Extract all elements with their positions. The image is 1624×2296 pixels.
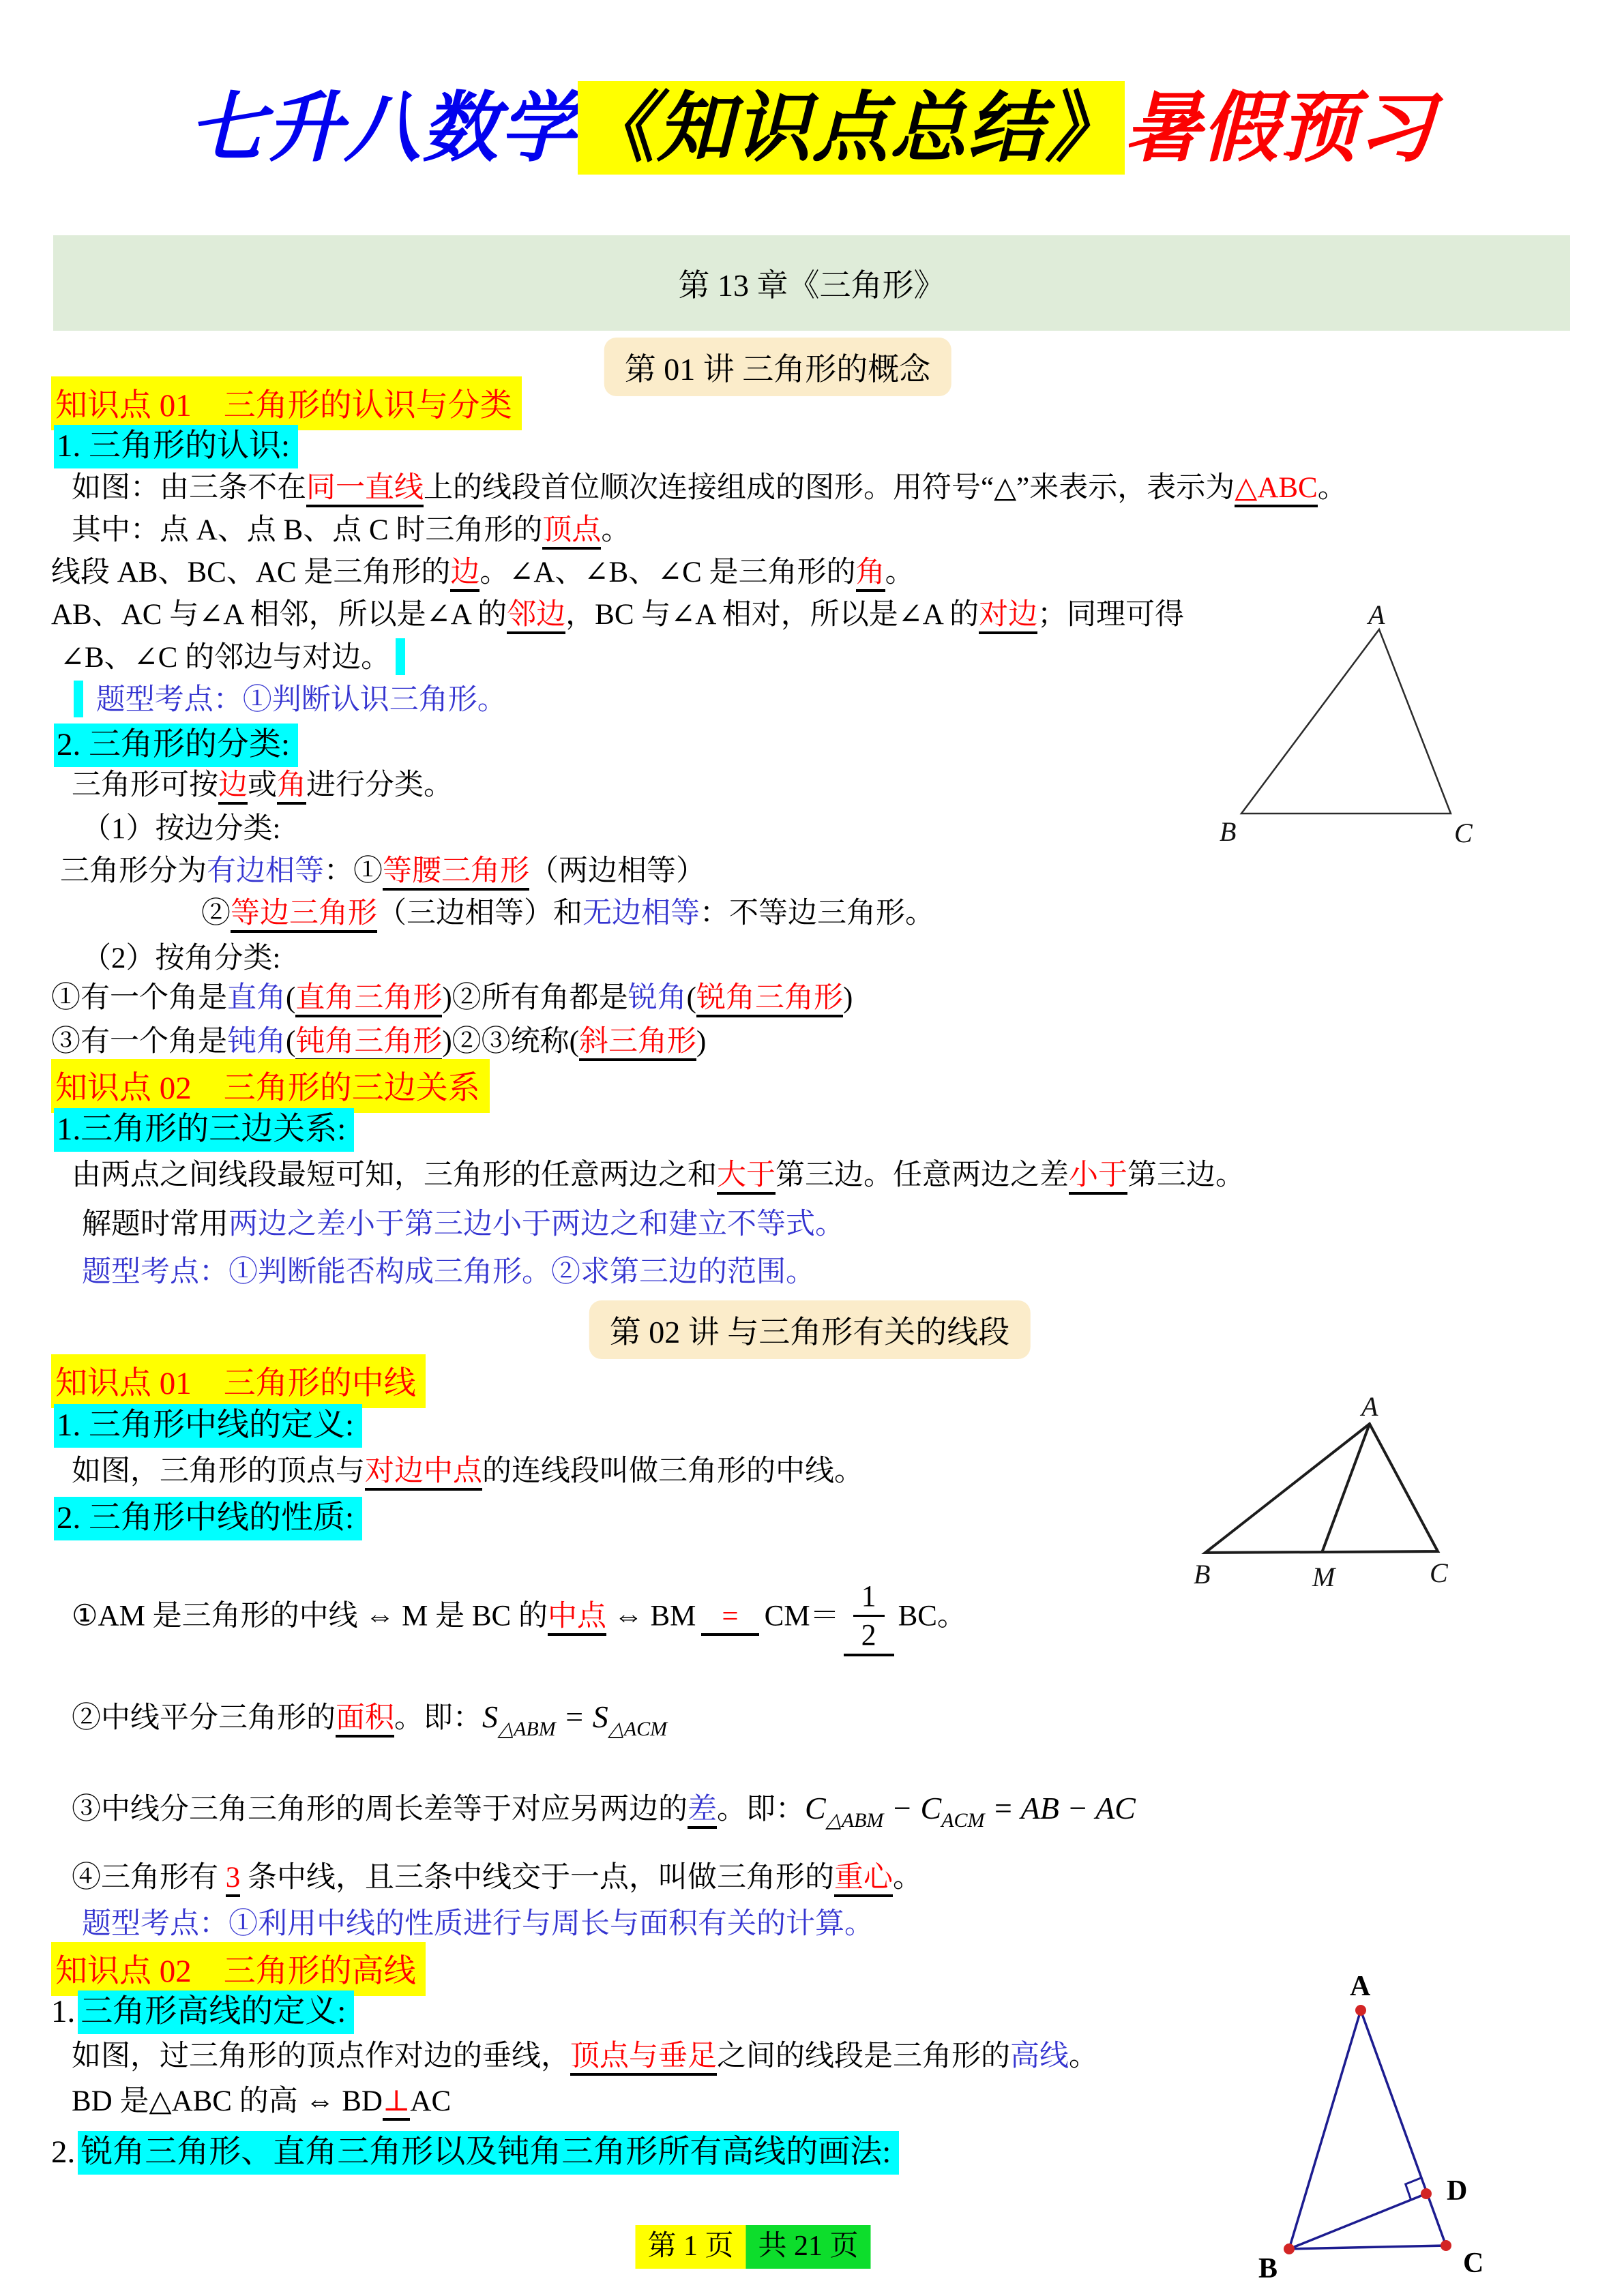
sub-heading-label: 三角形高线的定义:	[78, 1991, 354, 2034]
text-segment: 有边相等	[207, 855, 324, 887]
text-line	[72, 2038, 1098, 2076]
text-segment: 线段 AB、BC、AC 是三角形的	[51, 556, 451, 588]
text-line	[72, 469, 1347, 507]
doc-title	[0, 67, 1624, 177]
text-segment: ：不等边三角形。	[700, 897, 934, 929]
text-segment: ②	[201, 897, 231, 929]
topic-heading-1: 知识点 01 三角形的认识与分类	[51, 376, 522, 430]
text-segment: 由两点之间线段最短可知，三角形的任意两边之和	[72, 1159, 717, 1191]
text-line	[68, 681, 507, 719]
sub-heading-prefix: 1.	[51, 1994, 76, 2029]
formula-line-1	[72, 1581, 966, 1656]
text-segment: 。即：	[394, 1702, 482, 1734]
text-segment: 中点	[548, 1600, 606, 1636]
lecture-1-box: 第 01 讲 三角形的概念	[604, 338, 951, 396]
vertex-label-b: B	[1194, 1559, 1211, 1590]
text-segment: 角	[856, 556, 885, 592]
title-part-blue: 七升八数学	[188, 85, 578, 170]
text-segment: 3	[226, 1862, 241, 1897]
vertex-dot-c	[1441, 2240, 1451, 2251]
text-segment: 题型考点：①利用中线的性质进行与周长与面积有关的计算。	[82, 1908, 874, 1940]
vertex-label-c: C	[1463, 2248, 1484, 2279]
text-segment: 。	[601, 514, 631, 546]
title-part-highlight: 《知识点总结》	[578, 81, 1125, 175]
triangle-figure-1	[1207, 597, 1494, 850]
text-segment: 。	[1069, 2040, 1098, 2072]
text-segment: 面积	[336, 1702, 394, 1738]
text-segment: ，BC 与∠A 相对，所以是∠A 的	[565, 599, 979, 631]
text-segment: 第三边。任意两边之差	[776, 1159, 1069, 1191]
text-segment: 如图，过三角形的顶点作对边的垂线，	[72, 2040, 570, 2072]
text-segment: (	[286, 982, 296, 1014]
text-segment: 大于	[717, 1159, 776, 1195]
text-line	[82, 1253, 815, 1292]
text-segment: 进行分类。	[306, 769, 453, 801]
triangle-outline	[1289, 2010, 1446, 2249]
text-line	[51, 554, 915, 592]
page-number-total: 共 21 页	[746, 2225, 871, 2269]
text-segment: =	[555, 1699, 593, 1734]
sub-heading-label: 1. 三角形中线的定义:	[54, 1404, 362, 1448]
text-segment: C	[920, 1791, 942, 1825]
text-segment: ①有一个角是	[51, 982, 227, 1014]
text-segment: 小于	[1069, 1159, 1127, 1195]
text-line	[72, 2083, 451, 2121]
text-line	[201, 895, 934, 933]
sub-heading-label: 2. 三角形中线的性质:	[54, 1497, 362, 1540]
text-segment: 锐角	[628, 982, 687, 1014]
text-segment: 的连线段叫做三角形的中线。	[482, 1455, 863, 1487]
text-segment: BC。	[898, 1600, 966, 1632]
text-segment: 上的线段首位顺次连接组成的图形。用符号“△”来表示，表示为	[424, 472, 1235, 504]
sub-heading-label: 1.三角形的三边关系:	[54, 1108, 354, 1152]
sub-heading-label: 2. 三角形的分类:	[54, 724, 298, 767]
text-segment: 或	[248, 769, 277, 801]
vertex-dot-b	[1284, 2243, 1295, 2254]
text-segment: −	[883, 1791, 921, 1825]
triangle-outline	[1241, 629, 1451, 814]
vertex-label-a: A	[1350, 1971, 1371, 2002]
text-segment: 等腰三角形	[383, 855, 529, 891]
text-segment: 。∠A、∠B、∠C 是三角形的	[479, 556, 856, 588]
text-segment: AB、AC 与∠A 相邻，所以是∠A 的	[51, 599, 507, 631]
text-segment: AC	[410, 2085, 452, 2117]
text-segment: ；同理可得	[1037, 599, 1185, 631]
text-segment: =	[701, 1600, 758, 1636]
sub-heading-3	[51, 1103, 354, 1149]
foot-label-d: D	[1447, 2175, 1468, 2207]
triangle-outline	[1205, 1424, 1438, 1553]
text-segment: 锐角三角形	[696, 982, 843, 1017]
text-segment: C	[805, 1791, 826, 1825]
text-segment: （两边相等）	[529, 855, 705, 887]
vertex-label-a: A	[1361, 1391, 1378, 1422]
text-segment: 边	[450, 556, 479, 592]
text-segment: BM	[650, 1600, 696, 1632]
text-segment: ∠B、∠C 的邻边与对边。	[60, 642, 391, 674]
text-line	[72, 1452, 863, 1491]
text-segment: 题型考点：①判断认识三角形。	[89, 684, 507, 716]
vertex-dot-a	[1355, 2005, 1366, 2016]
text-line	[72, 766, 453, 805]
vertex-label-c: C	[1454, 818, 1473, 848]
text-segment: ⇔	[606, 1600, 651, 1632]
text-segment: 如图，三角形的顶点与	[72, 1455, 365, 1487]
text-line	[82, 1206, 844, 1244]
formula-line-2	[72, 1697, 667, 1742]
text-segment: )②③统称(	[442, 1026, 579, 1058]
text-segment: 题型考点：①判断能否构成三角形。②求第三边的范围。	[82, 1256, 815, 1288]
sub-heading-6	[51, 1986, 354, 2031]
text-segment: 无边相等	[582, 897, 700, 929]
vertex-label-b: B	[1220, 816, 1237, 847]
page-number-current: 第 1 页	[635, 2225, 745, 2269]
sub-heading-4	[51, 1399, 362, 1445]
text-line	[51, 596, 1184, 634]
text-segment: （2）按角分类:	[82, 942, 281, 974]
text-segment: S	[482, 1699, 498, 1734]
cyan-highlight-bar	[74, 681, 83, 717]
text-segment: 差	[688, 1793, 717, 1829]
text-segment: BD 是△ABC 的高 ⇔ BD	[72, 2085, 383, 2117]
text-segment: 如图：由三条不在	[72, 472, 306, 504]
text-segment: )②所有角都是	[442, 982, 628, 1014]
text-segment: 边	[218, 769, 248, 805]
text-segment: △ACM	[608, 1718, 668, 1740]
text-segment: ①AM 是三角形的中线	[72, 1600, 358, 1632]
text-line	[51, 1023, 706, 1061]
text-segment: 对边	[979, 599, 1037, 634]
text-segment: 直角三角形	[295, 982, 442, 1017]
text-line	[60, 852, 705, 891]
vertex-label-a: A	[1368, 599, 1385, 630]
sub-heading-prefix: 2.	[51, 2134, 76, 2170]
chapter-banner	[53, 235, 1570, 331]
text-segment: ③中线分三角三角形的周长差等于对应另两边的	[72, 1793, 688, 1825]
vertex-label-b: B	[1258, 2253, 1278, 2284]
text-segment: 。即：	[717, 1793, 805, 1825]
foot-dot-d	[1421, 2188, 1432, 2199]
page-footer	[635, 2223, 870, 2264]
text-segment: 之间的线段是三角形的	[717, 2040, 1010, 2072]
text-segment: )	[842, 982, 853, 1014]
text-line	[82, 810, 280, 848]
text-segment: )	[696, 1026, 707, 1058]
text-segment: 。	[1317, 472, 1347, 504]
text-line	[82, 1905, 874, 1943]
text-segment: 三角形分为	[60, 855, 207, 887]
lecture-2-box: 第 02 讲 与三角形有关的线段	[589, 1300, 1031, 1359]
text-line	[82, 940, 280, 978]
text-segment: 斜三角形	[579, 1026, 696, 1061]
triangle-figure-2	[1187, 1391, 1460, 1596]
text-segment: = AB − AC	[984, 1791, 1136, 1825]
midpoint-label-m: M	[1312, 1562, 1335, 1592]
formula-line-4	[72, 1859, 922, 1897]
text-segment: 邻边	[507, 599, 565, 634]
triangle-figure-3	[1252, 1969, 1490, 2296]
text-segment: 顶点与垂足	[570, 2040, 717, 2076]
text-segment: 条中线，且三条中线交于一点，叫做三角形的	[240, 1862, 834, 1894]
text-segment: ⇔	[357, 1600, 402, 1632]
text-line	[60, 638, 411, 677]
text-segment: 第三边。	[1127, 1159, 1245, 1191]
text-segment: （三边相等）和	[377, 897, 582, 929]
text-segment: 三角形可按	[72, 769, 218, 801]
sub-heading-label: 锐角三角形、直角三角形以及钝角三角形所有高线的画法:	[78, 2131, 899, 2175]
text-segment: 两边之差小于第三边小于两边之和建立不等式。	[228, 1208, 844, 1240]
text-line	[72, 1157, 1245, 1195]
chapter-title: 第 13 章《三角形》	[678, 268, 945, 303]
topic-heading-3: 知识点 01 三角形的中线	[51, 1354, 426, 1408]
sub-heading-5	[51, 1492, 362, 1538]
text-segment: 解题时常用	[82, 1208, 228, 1240]
text-segment: M 是 BC 的	[402, 1600, 548, 1632]
text-line	[51, 979, 853, 1017]
text-segment: ACM	[941, 1809, 985, 1832]
text-segment: 。	[893, 1862, 922, 1894]
text-segment: 对边中点	[365, 1455, 482, 1491]
formula-line-3	[72, 1788, 1136, 1834]
text-segment: 角	[277, 769, 306, 805]
text-segment: 高线	[1010, 2040, 1069, 2072]
sub-heading-1	[51, 420, 298, 466]
text-segment: 顶点	[542, 514, 601, 550]
cyan-highlight-bar	[396, 638, 405, 675]
text-segment: （1）按边分类:	[82, 813, 281, 845]
text-segment: (	[286, 1026, 296, 1058]
text-segment: ④三角形有	[72, 1862, 226, 1894]
text-segment: CM＝	[764, 1600, 840, 1632]
text-segment: 钝角	[227, 1026, 286, 1058]
text-segment: ③有一个角是	[51, 1026, 227, 1058]
title-part-red: 暑假预习	[1124, 85, 1436, 170]
text-segment: 。	[885, 556, 915, 588]
text-segment: (	[686, 982, 696, 1014]
sub-heading-7	[51, 2126, 899, 2172]
text-segment: 钝角三角形	[295, 1026, 442, 1061]
height-bd	[1289, 2194, 1426, 2249]
text-segment: ⊥	[383, 2085, 410, 2121]
topic-heading-2: 知识点 02 三角形的三边关系	[51, 1059, 490, 1113]
text-segment: △ABC	[1235, 472, 1317, 507]
text-line	[72, 511, 630, 550]
topic-heading-4: 知识点 02 三角形的高线	[51, 1942, 426, 1996]
fraction: $\frac{1}{2}$	[844, 1581, 894, 1656]
text-segment: ：①	[324, 855, 383, 887]
sub-heading-2	[51, 719, 298, 764]
text-segment: ②中线平分三角形的	[72, 1702, 336, 1734]
text-segment: 同一直线	[306, 472, 424, 507]
text-segment: 重心	[834, 1862, 893, 1897]
text-segment: △ABM	[825, 1809, 884, 1832]
sub-heading-label: 1. 三角形的认识:	[54, 425, 298, 468]
vertex-label-c: C	[1430, 1557, 1448, 1588]
text-segment: 等边三角形	[231, 897, 377, 933]
text-segment: 直角	[227, 982, 286, 1014]
text-segment: 其中：点 A、点 B、点 C 时三角形的	[72, 514, 543, 546]
text-segment: △ABM	[498, 1718, 556, 1740]
text-segment: S	[592, 1699, 608, 1734]
